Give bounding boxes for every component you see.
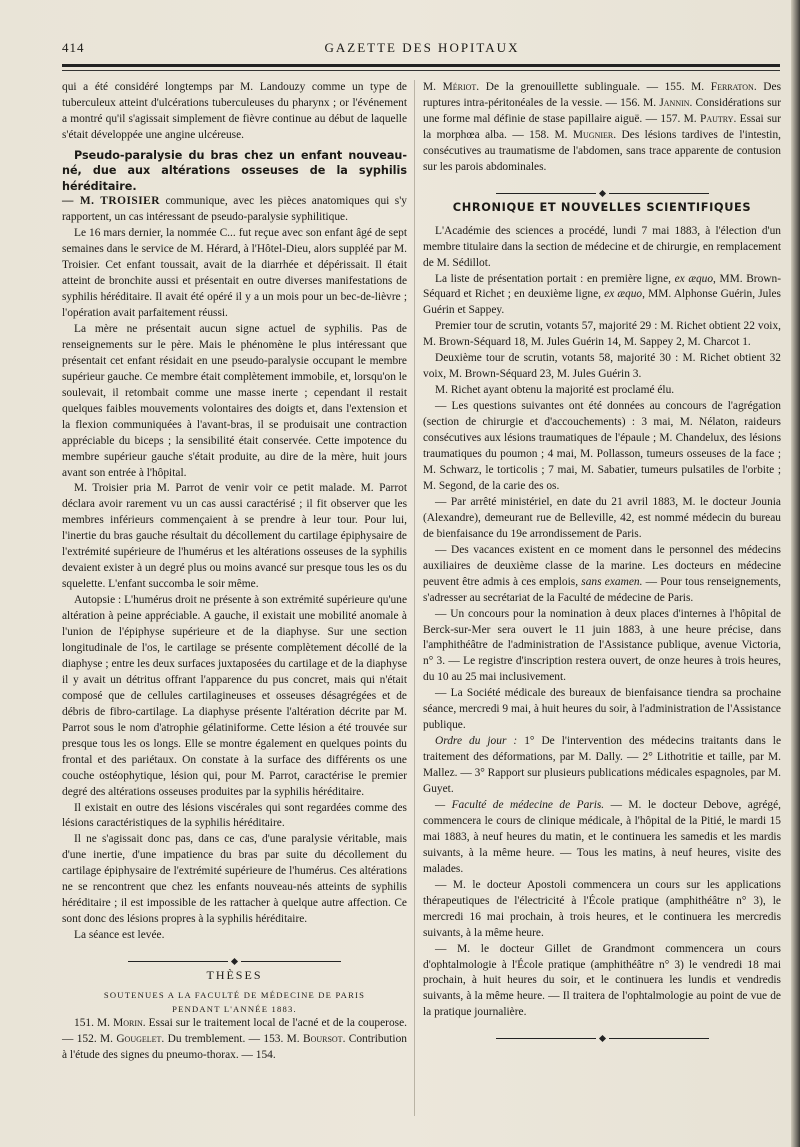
paragraph: — Faculté de médecine de Paris. — M. le docteur Debove, agrégé, commencera le cours de clinique médicale, à l'hôpital de la Pitié, le mardi 15 mai 1883, à neuf heures du matin, et le continuera les samedis et les mardis suivants, à la même heure. — Tous les matins, à neuf heures, visite des malades.	[423, 798, 781, 875]
right-column	[423, 80, 781, 1045]
paragraph: — M. le docteur Apostoli commencera un cours sur les applications thérapeutiques de l'électricité à l'École pratique (amphithéâtre n° 3), le mercredi 16 mai prochain, à trois heures, et le continuera les mercredis suivants, à la même heure.	[423, 878, 781, 939]
paragraph: M. Richet ayant obtenu la majorité est proclamé élu.	[435, 384, 675, 397]
theses-subtitle: SOUTENUES A LA FACULTÉ DE MÉDECINE DE PARIS	[103, 990, 366, 1001]
journal-title: GAZETTE DES HOPITAUX	[324, 40, 520, 55]
paragraph: Le 16 mars dernier, la nommée C... fut reçue avec son enfant âgé de sept semaines dans le service de M. Hérard, à l'Hôtel-Dieu, alors suppléé par M. Troisier. Cet enfant toussait, avait de la diarrhée et dépérissait. Il était atteint de bronchite aussi et présentait en outre diverses manifestations de syphilis héréditaire. Il avait été opéré il y a un mois pour un bec-de-lièvre ; l'opération avait parfaitement réussi.	[62, 227, 407, 319]
left-column	[62, 80, 407, 1064]
paragraph: — M. le docteur Gillet de Grandmont commencera un cours d'ophtalmologie à l'École pratique (amphithéâtre n° 3) le vendredi 18 mai prochain, à huit heures du soir, et le continuera les lundis et vendredis suivants, à la même heure. — Il traitera de l'ophtalmologie au point de vue de la pratique journalière.	[423, 942, 781, 1019]
paragraph: — Des vacances existent en ce moment dans le personnel des médecins auxiliaires de deuxième classe de la marine. Les docteurs en médecine peuvent être admis à ces emplois, sans examen. — Pour tous renseignements, s'adresser au secrétariat de la Faculté de médecine de Paris.	[423, 543, 781, 604]
theses-title: THÈSES	[206, 968, 263, 983]
paragraph: — Un concours pour la nomination à deux places d'internes à l'hôpital de Berck-sur-Mer sera ouvert le 11 juin 1883, à une heure précise, dans l'amphithéâtre de l'administration de l'Assistance publique, avenue Victoria, n° 3. — Le registre d'inscription restera ouvert, de onze heures à trois heures, du 10 au 25 mai inclusivement.	[423, 607, 781, 684]
column-divider	[414, 80, 415, 1116]
paragraph: Deuxième tour de scrutin, votants 58, majorité 30 : M. Richet obtient 32 voix, M. Brown-Séquard 23, M. Jules Guérin 3.	[423, 352, 781, 381]
chronique-title: CHRONIQUE ET NOUVELLES SCIENTIFIQUES	[452, 199, 752, 214]
paragraph: qui a été considéré longtemps par M. Landouzy comme un type de tuberculeux atteint d'ulcérations tuberculeuses du pharynx ; or l'événement a montré qu'il s'agissait simplement de fièvre continue au début de laquelle s'était développée une angine ulcéreuse.	[62, 81, 407, 141]
paragraph: La mère ne présentait aucun signe actuel de syphilis. Pas de renseignements sur le père. Mais le phénomène le plus intéressant que présentait cet enfant résidait en une pseudo-paralysie occupant le membre supérieur gauche. Ce membre était complètement immobile, et, lorsqu'on le soulevait, il retombait comme une masse inerte ; cependant il restait quelques faibles mouvements volontaires des doigts et, dans l'extension et la flexion communiquées à l'avant-bras, il se produisait une contraction appréciable du biceps ; la sensibilité était conservée. Cette impotence du membre supérieur gauche s'était produite, au dire de la mère, huit jours avant son entrée à l'hôpital.	[62, 322, 407, 479]
section-separator	[62, 954, 407, 960]
page-number: 414	[62, 40, 85, 55]
paragraph: Premier tour de scrutin, votants 57, majorité 29 : M. Richet obtient 22 voix, M. Brown-Séquard 18, M. Jules Guérin 14, M. Sappey 2, M. Charcot 1.	[423, 320, 781, 349]
paragraph: Ordre du jour : 1° De l'intervention des médecins traitants dans le traitement des déformations, par M. Dally. — 2° Lithotritie et taille, par M. Mallez. — 3° Rapport sur plusieurs publications médicales espagnoles, par M. Guyet.	[423, 735, 781, 796]
paragraph: — M. TROISIER communique, avec les pièces anatomiques qui s'y rapportent, un cas intéressant de pseudo-paralysie syphilitique.	[62, 195, 407, 224]
paragraph: — La Société médicale des bureaux de bienfaisance tiendra sa prochaine séance, mercredi 9 mai, à huit heures du soir, à l'administration de l'Assistance publique.	[423, 687, 781, 732]
paragraph: M. Troisier pria M. Parrot de venir voir ce petit malade. M. Parrot déclara avoir rarement vu un cas aussi caractérisé ; il fit observer que les membres inférieurs commençaient à se prendre à leur tour. Pour lui, l'inertie du bras gauche résultait du décollement du cartilage épiphysaire de l'extrémité supérieure de l'humérus et les altérations osseuses de la syphilis devaient exister à un degré plus ou moins avancé sur presque tous les os du squelette. L'enfant succomba le soir même.	[62, 482, 407, 591]
author-name: — M. TROISIER	[62, 195, 160, 208]
paragraph: Il existait en outre des lésions viscérales qui sont regardées comme des lésions caractéristiques de la syphilis héréditaire.	[62, 801, 407, 830]
section-separator	[423, 186, 781, 192]
paragraph: La séance est levée.	[74, 929, 165, 942]
paragraph: L'Académie des sciences a procédé, lundi 7 mai 1883, à l'élection d'un membre titulaire dans la section de médecine et de chirurgie, en remplacement de M. Sédillot.	[423, 224, 781, 269]
paragraph: La liste de présentation portait : en première ligne, ex æquo, MM. Brown-Séquard et Richet ; en deuxième ligne, ex æquo, MM. Alphonse Guérin, Jules Guérin et Sappey.	[423, 272, 781, 317]
paragraph: — Les questions suivantes ont été données au concours de l'agrégation (section de chirurgie et d'accouchements) : 3 mai, M. Nélaton, raideurs consécutives aux lésions traumatiques de l'épaule ; M. Chandelux, des lésions traumatiques du poumon ; 4 mai, M. Pollasson, tumeurs osseuses de la face ; M. Schwarz, le torticolis ; 7 mai, M. Sabatier, tumeurs pulsatiles de l'orbite ; M. Segond, de la carie des os.	[423, 400, 781, 492]
header-rule-thick	[62, 64, 780, 67]
header-rule-thin	[62, 70, 780, 71]
paragraph: Autopsie : L'humérus droit ne présente à son extrémité supérieure qu'une altération à peine appréciable. A gauche, il existait une mobilité anomale à l'union de l'épiphyse supérieure et de la diaphyse. Sur une section longitudinale de l'os, le cartilage se présente complètement décollé de la diaphyse ; entre les deux surfaces juxtaposées du cartilage et de la diaphyse il y avait un détritus offrant l'apparence du pus concret, mais qui n'était composé que de cellules cartilagineuses et osseuses désagrégées et de débris de fibro-cartilage. La diaphyse présente l'altération décrite par M. Parrot sous le nom d'atrophie gélatiniforme. Cette lésion a été trouvée sur presque tous les os longs. Elle se montre également en quelques points du frontal et des pariétaux. On constate à la surface des différents os une couche ostéophytique, lésion qui, pour M. Parrot, caractérise le premier degré des altérations osseuses produites par la syphilis héréditaire.	[62, 594, 407, 798]
theses-list: 151. M. Morin. Essai sur le traitement local de l'acné et de la couperose. — 152. M. Gougelet. Du tremblement. — 153. M. Boursot. Contribution à l'étude des signes du pneumo-thorax. — 154.	[62, 1017, 407, 1061]
section-separator-end	[423, 1031, 781, 1037]
page-header	[62, 40, 782, 62]
theses-subtitle-year: PENDANT L'ANNÉE 1883.	[172, 1004, 297, 1015]
theses-list-continued: M. Mériot. De la grenouillette sublinguale. — 155. M. Ferraton. Des ruptures intra-péritonéales de la vessie. — 156. M. Jannin. Considérations sur une forme mal définie de stase papillaire aiguë. — 157. M. Pautry. Essai sur la morphœa alba. — 158. M. Mugnier. Des lésions tardives de l'intestin, consécutives au traumatisme de l'abdomen, sans trace apparente de contusion sur les parois abdominales.	[423, 81, 782, 173]
paragraph: Il ne s'agissait donc pas, dans ce cas, d'une paralysie véritable, mais d'une inertie, d'une impatience du bras par suite du décollement du cartilage épiphysaire de l'extrémité supérieure de l'humérus. Ces altérations ne se rencontrent que chez les enfants nouveau-nés atteints de syphilis héréditaire ; il est impossible de les rattacher à quelque autre affection. Ce sont donc des lésions propres à la syphilis héréditaire.	[62, 833, 407, 926]
page-edge-shadow	[791, 0, 800, 1147]
paragraph: — Par arrêté ministériel, en date du 21 avril 1883, M. le docteur Jounia (Alexandre), demeurant rue de Belleville, 42, est nommé médecin du bureau de bienfaisance du 19e arrondissement de Paris.	[423, 495, 781, 540]
article-heading: Pseudo-paralysie du bras chez un enfant nouveau-né, due aux altérations osseuses de la syphilis héréditaire.	[62, 148, 407, 193]
